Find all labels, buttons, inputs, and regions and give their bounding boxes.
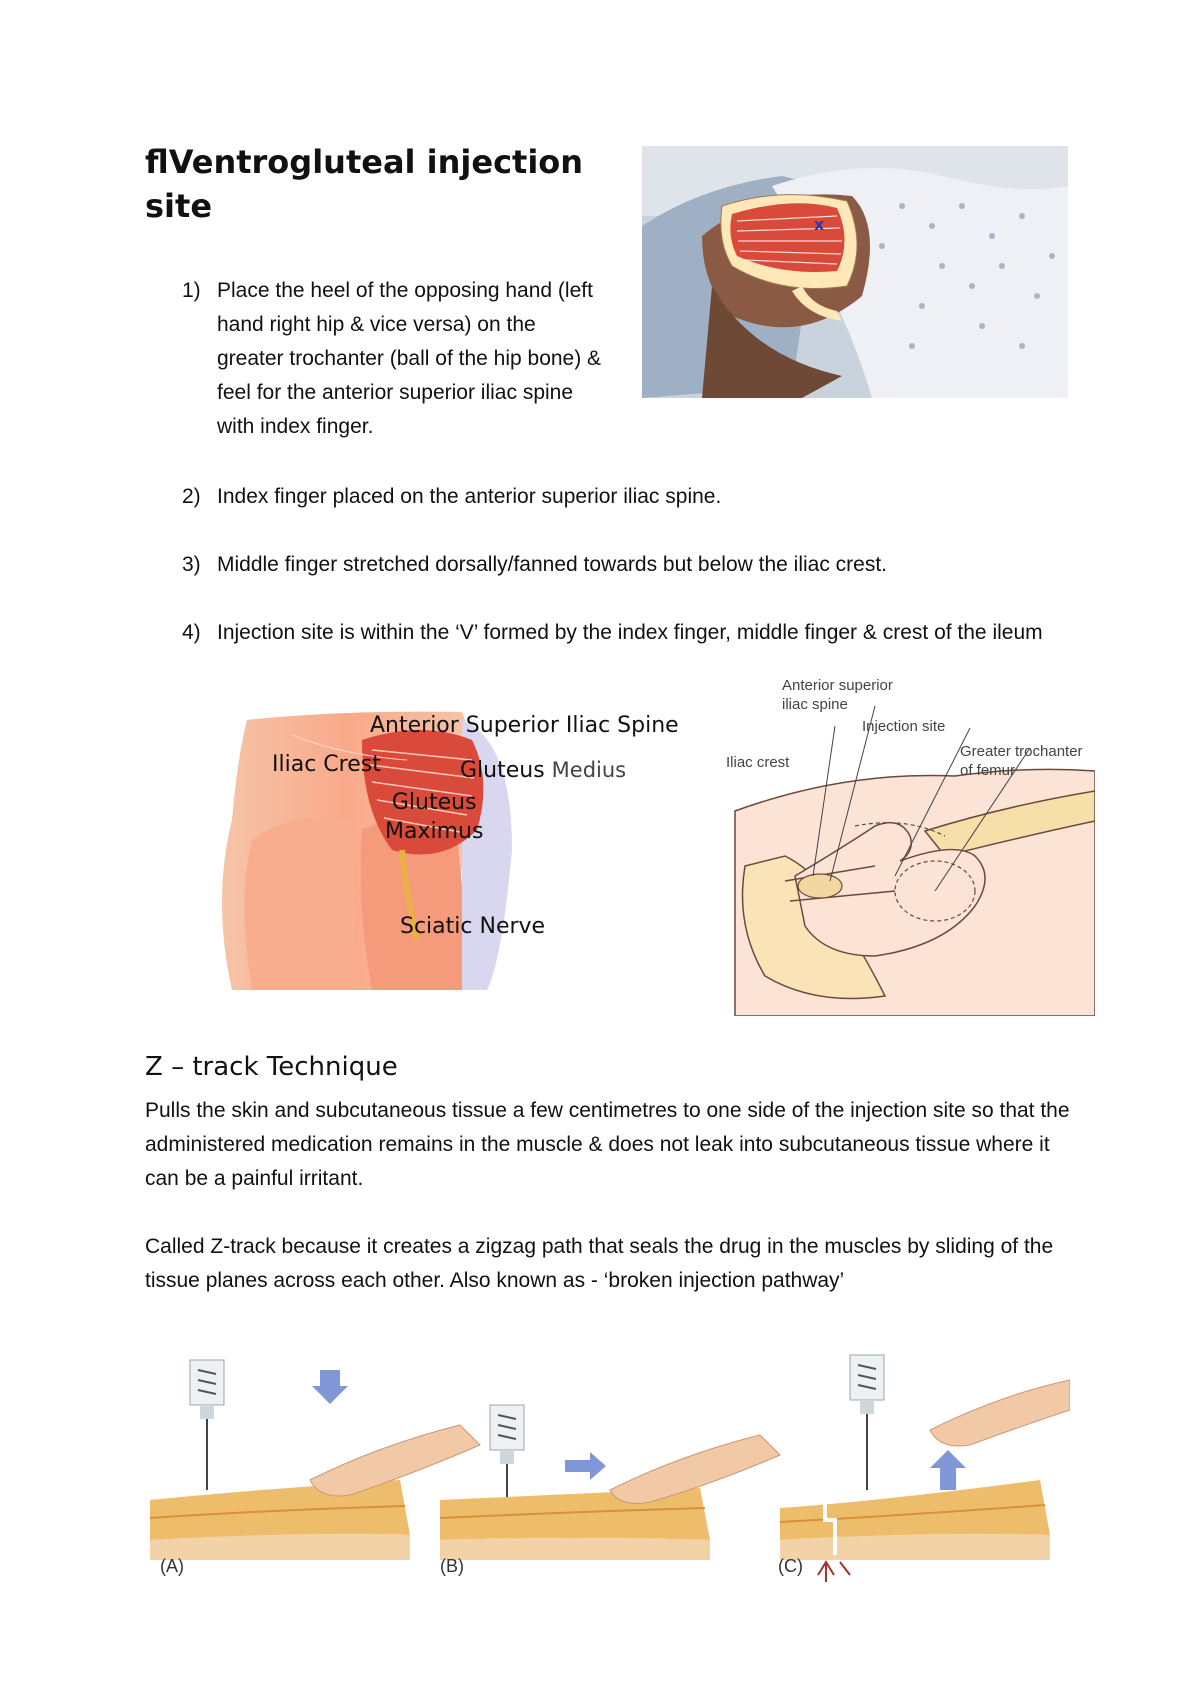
label-gluteus-2: Gluteus xyxy=(391,790,477,815)
ztrack-figure-svg xyxy=(150,1350,1070,1590)
label-gluteus-maximus xyxy=(385,788,483,846)
step-1 xyxy=(182,274,622,444)
page-title: ﬂVentrogluteal injection site xyxy=(145,143,584,225)
label-greater-trochanter xyxy=(960,742,1083,780)
label-maximus: Maximus xyxy=(385,819,484,844)
label-iliac-crest-small: Iliac crest xyxy=(726,754,790,771)
label-anterior-superior-iliac-spine: Anterior Superior Iliac Spine xyxy=(370,713,679,738)
gluteal-anatomy-svg xyxy=(212,700,712,1000)
patient-photo xyxy=(642,146,1068,398)
label-iliac-crest: Iliac Crest xyxy=(272,752,381,777)
step-number: 3) xyxy=(182,553,201,576)
panel-label-c: (C) xyxy=(778,1556,803,1576)
label-trochanter-line1: Greater trochanter xyxy=(960,743,1083,760)
patient-photo-svg xyxy=(642,146,1068,398)
gluteal-anatomy-diagram xyxy=(212,700,712,1000)
label-asis-line1: Anterior superior xyxy=(782,677,893,694)
panel-label-a: (A) xyxy=(160,1556,184,1576)
label-asis-line2: iliac spine xyxy=(782,696,848,713)
step-text: Index finger placed on the anterior superior iliac spine. xyxy=(217,485,722,508)
step-number: 1) xyxy=(182,279,201,302)
label-asis-small xyxy=(782,676,893,714)
label-gluteus-medius xyxy=(460,758,626,783)
label-injection-site: Injection site xyxy=(862,718,946,735)
step-text: Place the heel of the opposing hand (left hand right hip & vice versa) on the greater trochanter (ball of the hip bone) & feel for the anterior superior iliac spine with index finger. xyxy=(217,279,602,438)
step-3 xyxy=(182,548,1062,582)
step-number: 4) xyxy=(182,621,201,644)
step-text: Middle finger stretched dorsally/fanned towards but below the iliac crest. xyxy=(217,553,888,576)
step-text: Injection site is within the ‘V’ formed by the index finger, middle finger & crest of the ileum xyxy=(217,621,1043,644)
section-heading-ztrack: Z – track Technique xyxy=(145,1052,398,1082)
ztrack-paragraph-1: Pulls the skin and subcutaneous tissue a few centimetres to one side of the injection site so that the administered medication remains in the muscle & does not leak into subcutaneous tissue where it can be a painful irritant. xyxy=(145,1099,1070,1190)
step-2 xyxy=(182,480,1062,514)
label-gluteus: Gluteus xyxy=(460,758,545,783)
ztrack-paragraph-2: Called Z-track because it creates a zigzag path that seals the drug in the muscles by sliding of the tissue planes across each other. Also known as - ‘broken injection pathway’ xyxy=(145,1235,1054,1292)
label-trochanter-line2: of femur xyxy=(960,762,1016,779)
label-medius: Medius xyxy=(551,758,627,782)
svg-text:x: x xyxy=(814,215,825,234)
ztrack-figure xyxy=(150,1350,1070,1590)
step-number: 2) xyxy=(182,485,201,508)
label-sciatic-nerve: Sciatic Nerve xyxy=(400,914,546,939)
panel-label-b: (B) xyxy=(440,1556,464,1576)
